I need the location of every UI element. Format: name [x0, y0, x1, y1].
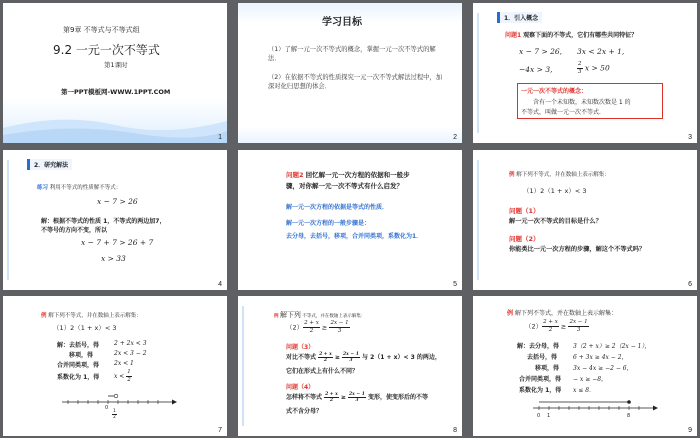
slide-number: 6: [688, 281, 692, 288]
lesson-label: 第1课时: [104, 61, 128, 69]
left-accent-bar: [477, 13, 479, 133]
question-3-label: 问题（3）: [286, 344, 315, 351]
question-1-text: 解一元一次不等式的目标是什么？: [509, 218, 602, 225]
slide-thumbnail-6[interactable]: [473, 150, 697, 290]
exercise-label: 练习: [37, 185, 49, 191]
wave-decoration: [3, 103, 227, 143]
step-4-value: x < $\frac{1}{2}$: [114, 369, 131, 383]
left-accent-bar: [477, 160, 479, 280]
section-tag: 1．引入概念: [497, 12, 542, 23]
footer-gradient: [238, 127, 462, 143]
answer-line-2: 解一元一次方程的一般步骤是：: [286, 220, 371, 227]
definition-box: [517, 83, 663, 119]
slide-thumbnail-8[interactable]: [238, 296, 462, 436]
step-2-label: 移项，得: [535, 365, 560, 372]
question-4-line-1: 怎样将不等式 $\frac{2 + x}{2}$ ≥ $\frac{2x - 1}{3}$ 变形，使变形后的不等: [286, 392, 429, 403]
example-text: 不等式，并在数轴上表示解集：: [302, 314, 366, 319]
step-0-label: 解：去分母，得: [517, 343, 560, 350]
slide-thumbnail-1[interactable]: [3, 3, 227, 143]
goal-1: （1）了解一元一次不等式的概念，掌握一元一次不等式的解法．: [268, 46, 436, 62]
axis-tick-label-1: 1: [547, 413, 551, 419]
slide-number: 9: [688, 427, 692, 434]
example-label: 例: [507, 310, 514, 317]
question-label: 问题2: [286, 171, 304, 179]
solution-result: x > 33: [101, 254, 126, 263]
definition-title: 一元一次不等式的概念：: [521, 88, 588, 95]
question-2-label: 问题（2）: [509, 235, 540, 243]
slide-thumbnail-7[interactable]: [3, 296, 227, 436]
example-label: 例: [509, 172, 515, 178]
question-3-line-1: 对比不等式 $\frac{2 + x}{2}$ ≥ $\frac{2x - 1}{3}$ 与 2（1 + x）< 3 的两边，: [286, 352, 441, 363]
step-1-value: 2 + 2x < 3: [114, 340, 147, 347]
step-4-label: 系数化为 1，得: [519, 387, 562, 394]
slide-thumbnail-3[interactable]: [473, 3, 697, 143]
solution-line-2: 不等号的方向不变，所以: [41, 227, 108, 234]
slide-number: 7: [218, 427, 222, 434]
example-text-large: 解下列: [279, 311, 301, 319]
question-3-line-2: 它们在形式上有什么不同？: [286, 368, 359, 375]
step-4-value: x ≤ 8．: [573, 387, 596, 394]
slide-title: 9.2 一元一次不等式: [53, 43, 160, 57]
example-label: 例: [41, 313, 47, 319]
inequality-4: $\frac{2}{3}$ x > 50: [578, 61, 610, 75]
step-0-value: 3（2 + x）≥ 2（2x − 1），: [573, 343, 651, 350]
solution-step: x − 7 + 7 > 26 + 7: [81, 238, 154, 247]
slide-thumbnail-4[interactable]: [3, 150, 227, 290]
step-1-label: 解：去括号，得: [57, 342, 100, 349]
slide-number: 1: [218, 134, 222, 141]
slide-thumbnail-9[interactable]: [473, 296, 697, 436]
definition-line-1: 含有一个未知数，未知数次数是 1 的: [533, 99, 631, 106]
question-4-label: 问题（4）: [286, 384, 315, 391]
question-label: 问题1: [505, 32, 522, 39]
exercise-inequality: x − 7 > 26: [97, 197, 138, 206]
question-line-1: 回忆解一元一次方程的依据和一般步: [305, 171, 410, 179]
axis-tick-label-8: 8: [627, 413, 631, 419]
step-2-value: 3x − 4x ≥ −2 − 6，: [573, 365, 633, 372]
left-accent-bar: [7, 160, 9, 280]
slide-number: 4: [218, 281, 222, 288]
example-text: 解下列不等式，并在数轴上表示解集：: [516, 172, 610, 178]
question-line-2: 骤，对你解一元一次不等式有什么启发？: [286, 182, 403, 190]
step-3-label: 合并同类项，得: [519, 376, 562, 383]
question-4-line-2: 式不含分母？: [286, 408, 323, 415]
step-2-value: 2x < 3 − 2: [114, 350, 147, 357]
axis-tick-label-0: 0: [537, 413, 541, 419]
slide-thumbnail-2[interactable]: [238, 3, 462, 143]
step-3-label: 合并同类项，得: [57, 362, 100, 369]
slide-thumbnail-5[interactable]: [238, 150, 462, 290]
example-inequality: （2） $\frac{2 + x}{2}$ ≥ $\frac{2x - 1}{3}$: [286, 320, 349, 334]
section-tag: 2．研究解法: [27, 159, 72, 170]
number-line: [58, 392, 178, 418]
left-accent-bar: [242, 306, 244, 426]
answer-line-3: 去分母，去括号，移项，合并同类项，系数化为1．: [286, 233, 423, 240]
slide-number: 5: [453, 281, 457, 288]
axis-zero-label: 0: [105, 405, 109, 411]
slide-number: 3: [688, 134, 692, 141]
step-2-label: 移项，得: [69, 352, 94, 359]
slide-number: 8: [453, 427, 457, 434]
exercise-text: 利用不等式的性质解不等式：: [49, 185, 122, 191]
example-inequality: （2） $\frac{2 + x}{2}$ ≥ $\frac{2x - 1}{3}$: [525, 319, 588, 333]
step-3-value: 2x < 1: [114, 360, 134, 367]
footer-text: 第一PPT模板网-WWW.1PPT.COM: [61, 88, 171, 96]
example-text: 解下列不等式，并在数轴上表示解集：: [514, 310, 617, 317]
step-4-label: 系数化为 1，得: [57, 374, 100, 381]
chapter-label: 第9章 不等式与不等式组: [63, 26, 140, 34]
step-1-value: 6 + 3x ≥ 4x − 2，: [573, 354, 628, 361]
inequality-2: 3x < 2x + 1,: [577, 47, 625, 56]
question-text: 观察下面的不等式，它们有哪些共同特征？: [523, 32, 638, 39]
example-text: 解下列不等式，并在数轴上表示解集：: [48, 313, 142, 319]
inequality-3: −4x > 3,: [519, 65, 553, 74]
step-1-label: 去括号，得: [527, 354, 558, 361]
answer-line-1: 解一元一次方程的依据是等式的性质．: [286, 204, 389, 211]
slide-number: 2: [453, 134, 457, 141]
example-inequality: （1）2（1 + x）< 3: [53, 324, 117, 332]
axis-half-label: $\frac{1}{2}$: [113, 409, 116, 420]
goal-2: （2）在依据不等式的性质探究一元一次不等式解法过程中，加深对化归思想的体会．: [268, 74, 443, 90]
example-label: 例: [274, 314, 279, 319]
solution-line-1: 解：根据不等式的性质 1，不等式的两边加7，: [41, 218, 166, 225]
definition-line-2: 不等式，叫做一元一次不等式．: [521, 109, 606, 116]
step-3-value: − x ≥ −8，: [573, 376, 608, 383]
example-inequality: （1）2（1 + x）< 3: [523, 187, 587, 195]
slide-title: 学习目标: [322, 17, 362, 28]
inequality-1: x − 7 > 26,: [519, 47, 563, 56]
question-2-text: 你能类比一元一次方程的步骤，解这个不等式吗？: [509, 246, 646, 253]
question-1-label: 问题（1）: [509, 207, 540, 215]
